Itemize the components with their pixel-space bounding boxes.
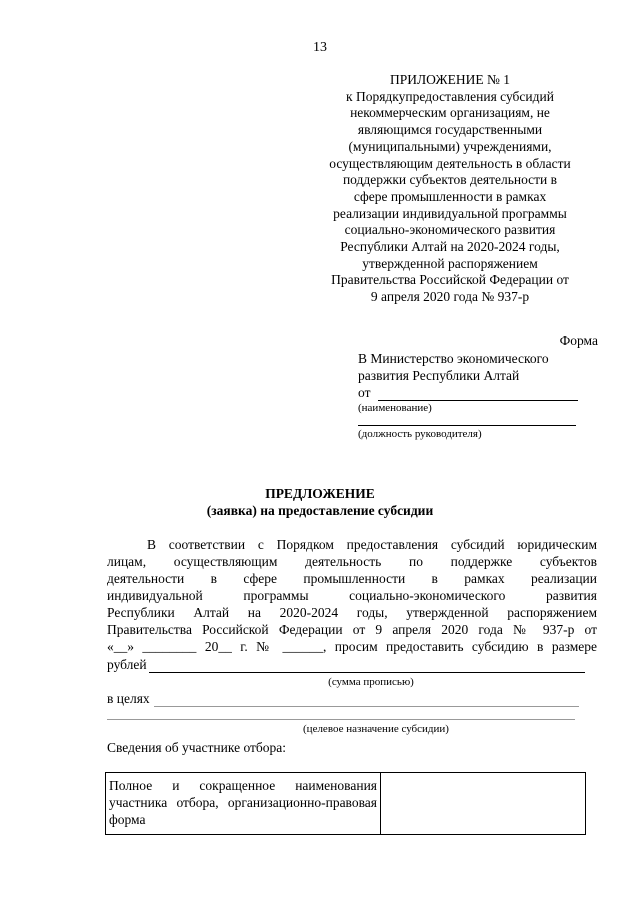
body-line: «__» ________ 20__ г. № ______, просим предоставить субсидию в размере — [107, 639, 597, 654]
document-subtitle: (заявка) на предоставление субсидии — [206, 503, 434, 518]
body-paragraph — [107, 536, 597, 655]
body-line: индивидуальной программы социально-экономического развития — [107, 588, 597, 603]
appendix-line: некоммерческим организациям, не — [350, 105, 550, 121]
purpose-caption: (целевое назначение субсидии) — [303, 723, 449, 735]
sum-caption: (сумма прописью) — [328, 676, 414, 688]
body-line: лицам, осуществляющим деятельность по поддержке субъектов — [107, 554, 597, 569]
position-caption: (должность руководителя) — [358, 428, 482, 440]
addressee-block — [358, 350, 598, 441]
appendix-line: 9 апреля 2020 года № 937-р — [370, 289, 530, 305]
appendix-line: Правительства Российской Федерации от — [331, 272, 569, 288]
body-line: Республики Алтай на 2020-2024 годы, утвержденной распоряжением — [107, 605, 597, 620]
rubles-row — [107, 656, 585, 673]
position-field[interactable] — [358, 415, 576, 426]
appendix-line: к Порядкупредоставления субсидий — [346, 88, 554, 104]
document-title: ПРЕДЛОЖЕНИЕ — [265, 486, 375, 501]
appendix-line: поддержки субъектов деятельности в — [342, 172, 558, 188]
table-cell-label: Полное и сокращенное наименования участника отбора, организационно-правовая форма — [106, 773, 381, 835]
appendix-block — [300, 72, 600, 306]
body-line: Правительства Российской Федерации от 9 апреля 2020 года № 937-р от — [107, 622, 597, 637]
appendix-line: (муниципальными) учреждениями, — [348, 138, 552, 154]
body-line: В соответствии с Порядком предоставления субсидий юридическим — [147, 537, 597, 552]
from-row — [358, 384, 598, 401]
participant-info-label: Сведения об участнике отбора: — [107, 740, 287, 755]
page-number: 13 — [313, 40, 327, 55]
purpose-label: в целях — [107, 691, 150, 706]
table-row — [106, 773, 586, 835]
appendix-line: Республики Алтай на 2020-2024 годы, — [340, 239, 560, 255]
participant-info-table — [105, 772, 586, 835]
rubles-label: рублей — [107, 657, 147, 672]
addressee-line: развития Республики Алтай — [358, 368, 520, 383]
from-name-field[interactable] — [378, 386, 578, 401]
appendix-line: осуществляющим деятельность в области — [329, 155, 571, 171]
appendix-line: социально-экономического развития — [344, 222, 556, 238]
appendix-title: ПРИЛОЖЕНИЕ № 1 — [389, 72, 511, 87]
form-label: Форма — [559, 333, 598, 348]
addressee-line: В Министерство экономического — [358, 351, 549, 366]
from-label: от — [358, 385, 371, 400]
table-cell-value[interactable] — [381, 773, 586, 835]
appendix-line: утвержденной распоряжением — [362, 255, 538, 271]
appendix-line: реализации индивидуальной программы — [333, 205, 567, 221]
appendix-line: сфере промышленности в рамках — [353, 188, 547, 204]
appendix-line: являющимся государственными — [357, 122, 543, 138]
body-line: деятельности в сфере промышленности в рамках реализации — [107, 571, 597, 586]
purpose-field-line2[interactable] — [107, 719, 575, 720]
purpose-field[interactable] — [154, 694, 579, 707]
purpose-row — [107, 690, 579, 707]
sum-field[interactable] — [149, 658, 585, 673]
name-caption: (наименование) — [358, 402, 432, 414]
